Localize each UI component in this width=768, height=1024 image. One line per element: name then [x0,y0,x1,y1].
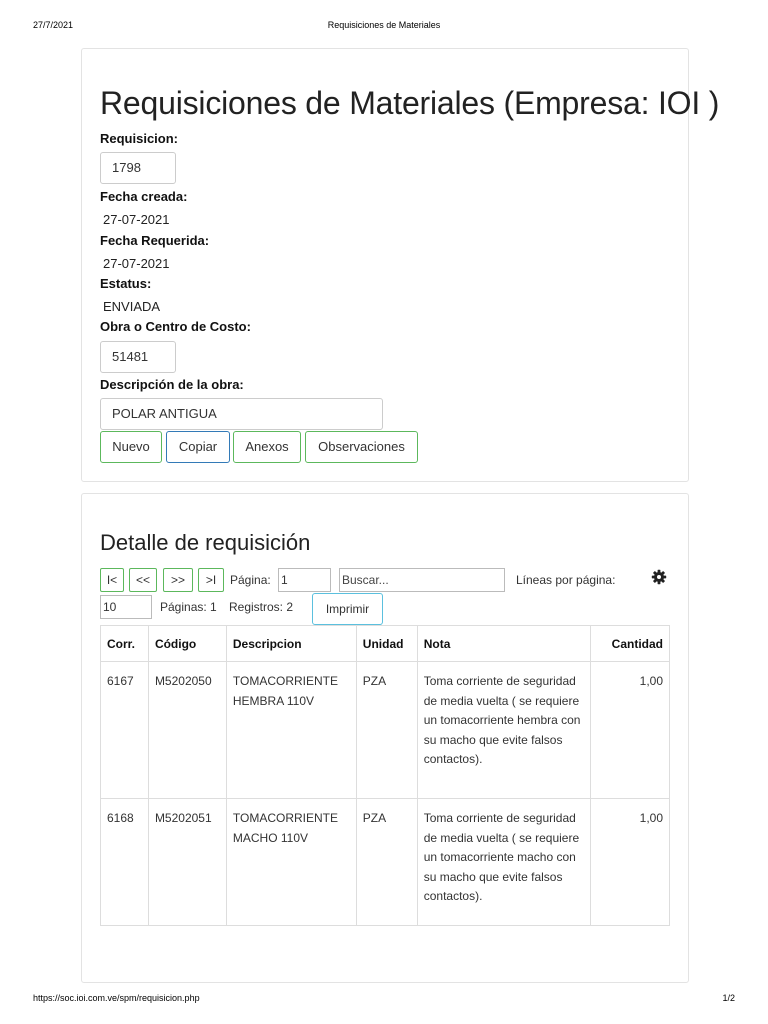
column-header-codigo[interactable]: Código [148,626,226,662]
print-url: https://soc.ioi.com.ve/spm/requisicion.php [33,993,200,1003]
cell-descripcion: TOMACORRIENTE HEMBRA 110V [226,662,356,799]
search-input[interactable]: Buscar... [339,568,505,592]
nuevo-button[interactable]: Nuevo [100,431,162,463]
estatus-value: ENVIADA [103,299,161,314]
page-input[interactable]: 1 [278,568,331,592]
table-header-row [101,626,670,662]
cell-unidad: PZA [356,799,417,926]
records-count: Registros: 2 [229,600,294,614]
lines-per-page-input[interactable]: 10 [100,595,152,619]
fecha-requerida-label: Fecha Requerida: [100,233,210,248]
requisicion-label: Requisicion: [100,131,179,146]
cell-codigo: M5202051 [148,799,226,926]
column-header-unidad[interactable]: Unidad [356,626,417,662]
obra-label: Obra o Centro de Costo: [100,319,251,334]
cell-cantidad: 1,00 [591,799,670,926]
cell-cantidad: 1,00 [591,662,670,799]
imprimir-button[interactable]: Imprimir [312,593,383,625]
pager-last-button[interactable]: >I [198,568,224,592]
observaciones-button[interactable]: Observaciones [305,431,418,463]
column-header-cantidad[interactable]: Cantidad [591,626,670,662]
pager-prev-button[interactable]: << [129,568,157,592]
anexos-button[interactable]: Anexos [233,431,301,463]
descripcion-obra-field[interactable]: POLAR ANTIGUA [100,398,383,430]
print-footer [0,993,768,1005]
copiar-button[interactable]: Copiar [166,431,230,463]
fecha-requerida-value: 27-07-2021 [103,256,170,271]
cell-unidad: PZA [356,662,417,799]
detail-panel [81,493,689,983]
cell-nota: Toma corriente de seguridad de media vuelta ( se requiere un tomacorriente hembra con su macho que evite falsos contactos). [417,662,590,799]
pager-first-button[interactable]: I< [100,568,124,592]
cell-corr: 6168 [101,799,149,926]
cell-descripcion: TOMACORRIENTE MACHO 110V [226,799,356,926]
detail-title: Detalle de requisición [100,530,311,555]
estatus-label: Estatus: [100,276,152,291]
cell-nota: Toma corriente de seguridad de media vuelta ( se requiere un tomacorriente macho con su macho que evite falsos contactos). [417,799,590,926]
detail-table [100,625,670,926]
page-label: Página: [230,573,271,587]
requisition-panel [81,48,720,482]
print-title: Requisiciones de Materiales [327,20,441,30]
descripcion-obra-label: Descripción de la obra: [100,377,244,392]
gear-icon[interactable] [651,569,667,585]
fecha-creada-value: 27-07-2021 [103,212,170,227]
print-page-number: 1/2 [722,993,735,1003]
cell-codigo: M5202050 [148,662,226,799]
column-header-corr[interactable]: Corr. [101,626,149,662]
obra-field[interactable]: 51481 [100,341,176,373]
lines-per-page-label: Líneas por página: [516,573,616,587]
table-row[interactable] [101,662,670,799]
print-date: 27/7/2021 [33,20,74,30]
pages-count: Páginas: 1 [160,600,217,614]
column-header-nota[interactable]: Nota [417,626,590,662]
print-header [0,20,768,32]
pager-next-button[interactable]: >> [163,568,193,592]
column-header-descripcion[interactable]: Descripcion [226,626,356,662]
fecha-creada-label: Fecha creada: [100,189,188,204]
page-title: Requisiciones de Materiales (Empresa: IOI ) [100,85,720,121]
table-row[interactable] [101,799,670,926]
cell-corr: 6167 [101,662,149,799]
requisicion-field[interactable]: 1798 [100,152,176,184]
